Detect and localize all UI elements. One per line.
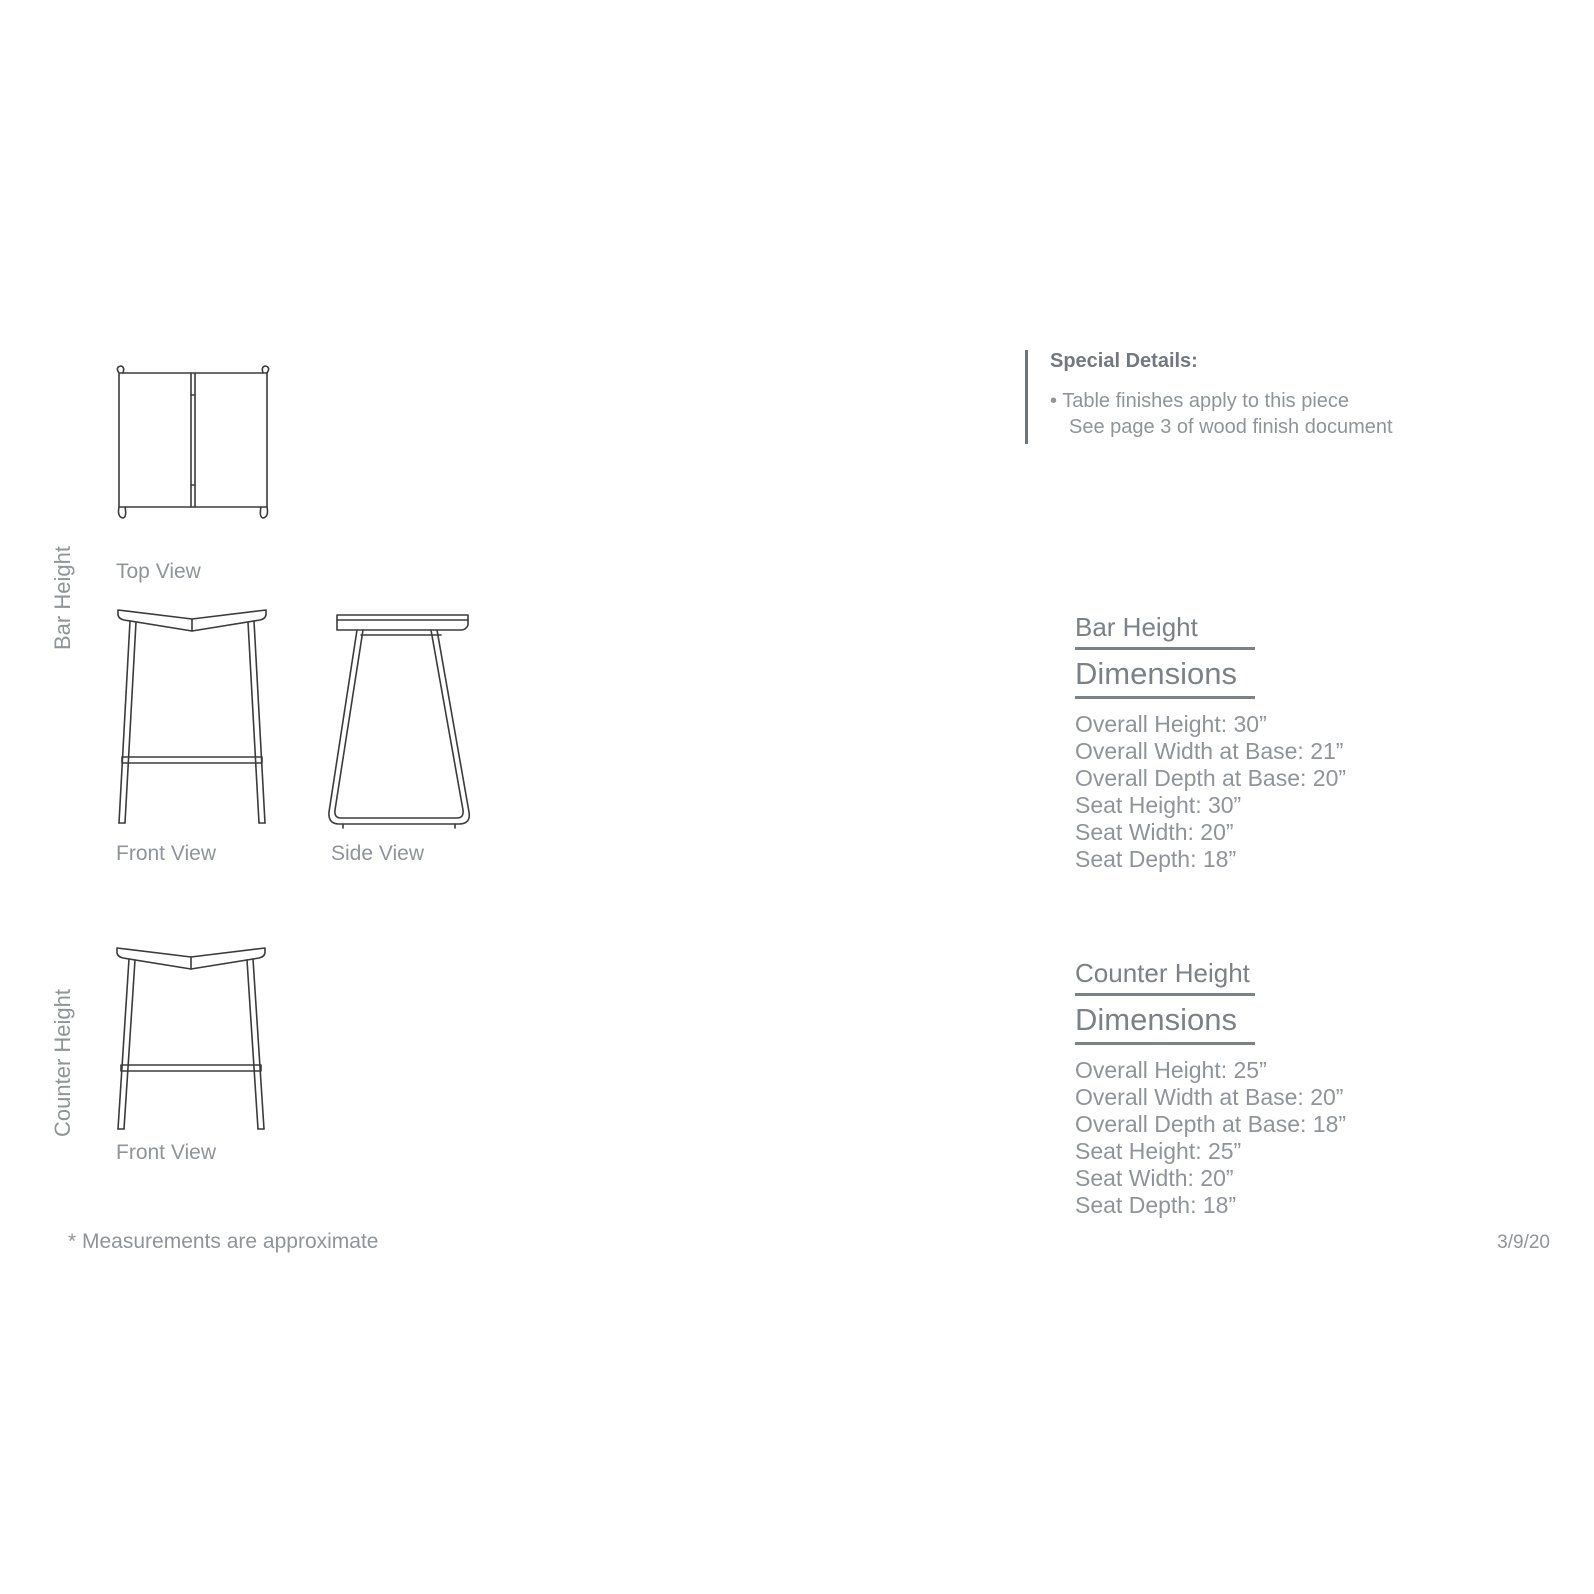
dimension-item: Seat Depth: 18” <box>1075 1192 1237 1218</box>
special-details-line: See page 3 of wood finish document <box>1069 416 1393 438</box>
dimension-item: Seat Width: 20” <box>1075 1165 1234 1191</box>
front-view-left-leg-inner <box>125 622 136 823</box>
bar-dimensions-list <box>1075 711 1346 873</box>
bar-front-view-caption: Front View <box>116 842 216 865</box>
bar-side-view-caption: Side View <box>331 842 425 865</box>
bar-height-side-label: Bar Height <box>50 546 75 650</box>
counter-front-view-caption: Front View <box>116 1141 216 1164</box>
front-view-footrest <box>122 757 262 763</box>
counter-dimensions-heading: Counter Height <box>1075 958 1255 996</box>
counter-front-view-drawing <box>110 944 280 1134</box>
dimension-item: Overall Depth at Base: 18” <box>1075 1111 1347 1137</box>
bar-side-view-drawing <box>323 610 483 835</box>
bar-front-view-drawing <box>110 605 280 830</box>
special-details-line: • Table finishes apply to this piece <box>1050 390 1350 412</box>
top-view-left-panel <box>119 373 191 507</box>
bar-top-view-caption: Top View <box>116 560 201 583</box>
dimension-item: Seat Height: 30” <box>1075 792 1242 818</box>
counter-dimensions-block <box>1075 958 1346 1219</box>
bar-dimensions-block <box>1075 612 1346 873</box>
special-details-list <box>1050 388 1393 440</box>
dimension-item: Overall Width at Base: 21” <box>1075 738 1344 764</box>
front-view-right-leg-inner <box>248 622 259 823</box>
dimension-item: Overall Height: 30” <box>1075 711 1267 737</box>
special-details-divider <box>1025 350 1028 444</box>
counter-dimensions-list <box>1075 1057 1346 1219</box>
measurements-footnote: * Measurements are approximate <box>68 1230 379 1253</box>
counter-dimensions-subheading: Dimensions <box>1075 1002 1255 1045</box>
dimension-item: Seat Height: 25” <box>1075 1138 1242 1164</box>
counter-height-side-label: Counter Height <box>50 989 75 1137</box>
counter-front-view-footrest <box>121 1065 261 1071</box>
dimension-item: Overall Depth at Base: 20” <box>1075 765 1347 791</box>
bar-top-view-drawing <box>105 365 285 525</box>
side-view-seat <box>337 615 468 630</box>
special-details-title: Special Details: <box>1050 350 1198 372</box>
bar-dimensions-subheading: Dimensions <box>1075 656 1255 699</box>
side-view-frame-inner <box>335 630 463 818</box>
bar-dimensions-heading: Bar Height <box>1075 612 1255 650</box>
top-view-right-panel <box>195 373 267 507</box>
dimension-item: Overall Width at Base: 20” <box>1075 1084 1344 1110</box>
front-view-right-leg-outer <box>254 621 265 823</box>
dimension-item: Overall Height: 25” <box>1075 1057 1267 1083</box>
front-view-left-leg-outer <box>119 621 130 823</box>
dimension-item: Seat Depth: 18” <box>1075 846 1237 872</box>
document-date: 3/9/20 <box>1497 1232 1550 1253</box>
dimension-item: Seat Width: 20” <box>1075 819 1234 845</box>
